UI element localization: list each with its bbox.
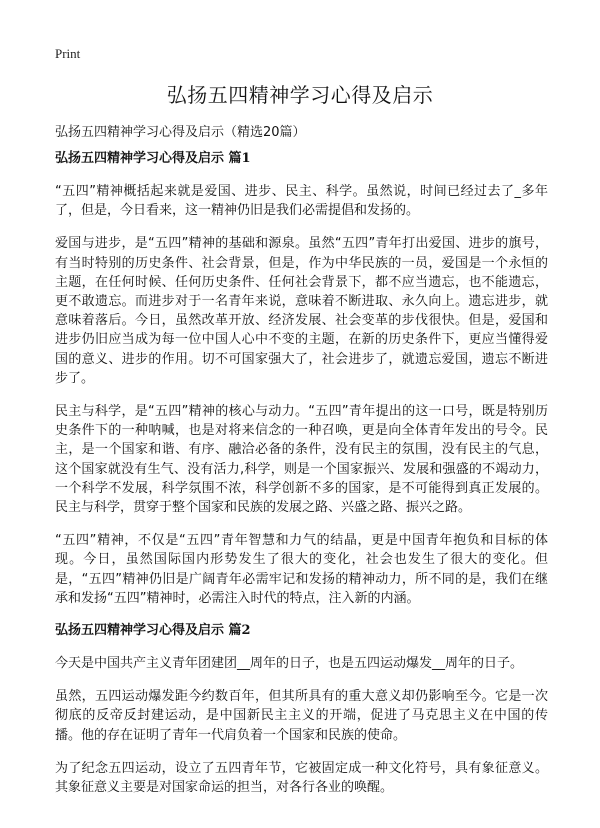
page-title: 弘扬五四精神学习心得及启示: [166, 83, 434, 107]
paragraph: “五四”精神概括起来就是爱国、进步、民主、科学。虽然说，时间已经过去了_多年了，但是，今日看来，这一精神仍旧是我们必需提倡和发扬的。: [55, 184, 548, 219]
paragraph: 今天是中国共产主义青年团建团__周年的日子，也是五四运动爆发__周年的日子。: [55, 656, 524, 672]
paragraph: 为了纪念五四运动，设立了五四青年节，它被固定成一种文化符号，具有象征意义。其象征意义主要是对国家命运的担当，对各行各业的唤醒。: [55, 760, 548, 796]
paragraph: 民主与科学，是“五四”精神的核心与动力。“五四”青年提出的这一口号，既是特别历史条件下的一种呐喊，也是对将来信念的一种召唤，更是向全体青年发出的号令。民主，是一个国家和谐、有序、融洽必备的条件，没有民主的氛围，没有民主的气息，这个国家就没有生气、没有活力,科学，则是一个国家振兴、发展和强盛的不竭动力，一个科学不发展，科学氛围不浓，科学创新不多的国家，是不可能得到真正发展的。民主与科学，贯穿于整个国家和民族的发展之路、兴盛之路、振兴之路。: [55, 404, 548, 516]
document-subtitle: 弘扬五四精神学习心得及启示（精选20篇）: [55, 125, 306, 140]
document-content: [55, 150, 548, 811]
section-2: [55, 622, 548, 797]
section-heading: 弘扬五四精神学习心得及启示 篇1: [55, 151, 251, 166]
section-heading: 弘扬五四精神学习心得及启示 篇2: [55, 623, 251, 639]
paragraph: “五四”精神，不仅是“五四”青年智慧和力气的结晶，更是中国青年抱负和目标的体现。今日，虽然国际国内形势发生了很大的变化，社会也发生了很大的变化。但是，“五四”精神仍旧是广阔青年必需牢记和发扬的精神动力，所不同的是，我们在继承和发扬“五四”精神时，必需注入时代的特点，注入新的内涵。: [55, 533, 548, 606]
paragraph: 虽然，五四运动爆发距今约数百年，但其所具有的重大意义却仍影响至今。它是一次彻底的反帝反封建运动，是中国新民主主义的开端，促进了马克思主义在中国的传播。他的存在证明了青年一代肩负着一个国家和民族的使命。: [55, 689, 548, 743]
print-link[interactable]: Print: [55, 46, 81, 61]
section-1: [55, 150, 548, 608]
paragraph: 爱国与进步，是“五四”精神的基础和源泉。虽然“五四”青年打出爱国、进步的旗号，有当时特别的历史条件、社会背景，但是，作为中华民族的一员，爱国是一个永恒的主题，在任何时候、任何历史条件、任何社会背景下，都不应当遗忘，也不能遗忘，更不敢遗忘。而进步对于一名青年来说，意味着不断进取、永久向上。遗忘进步，就意味着落后。今日，虽然改革开放、经济发展、社会变革的步伐很快。但是，爱国和进步仍旧应当成为每一位中国人心中不变的主题，在新的历史条件下，更应当懂得爱国的意义、进步的作用。切不可国家强大了，社会进步了，就遗忘爱国，遗忘不断进步了。: [55, 236, 548, 386]
